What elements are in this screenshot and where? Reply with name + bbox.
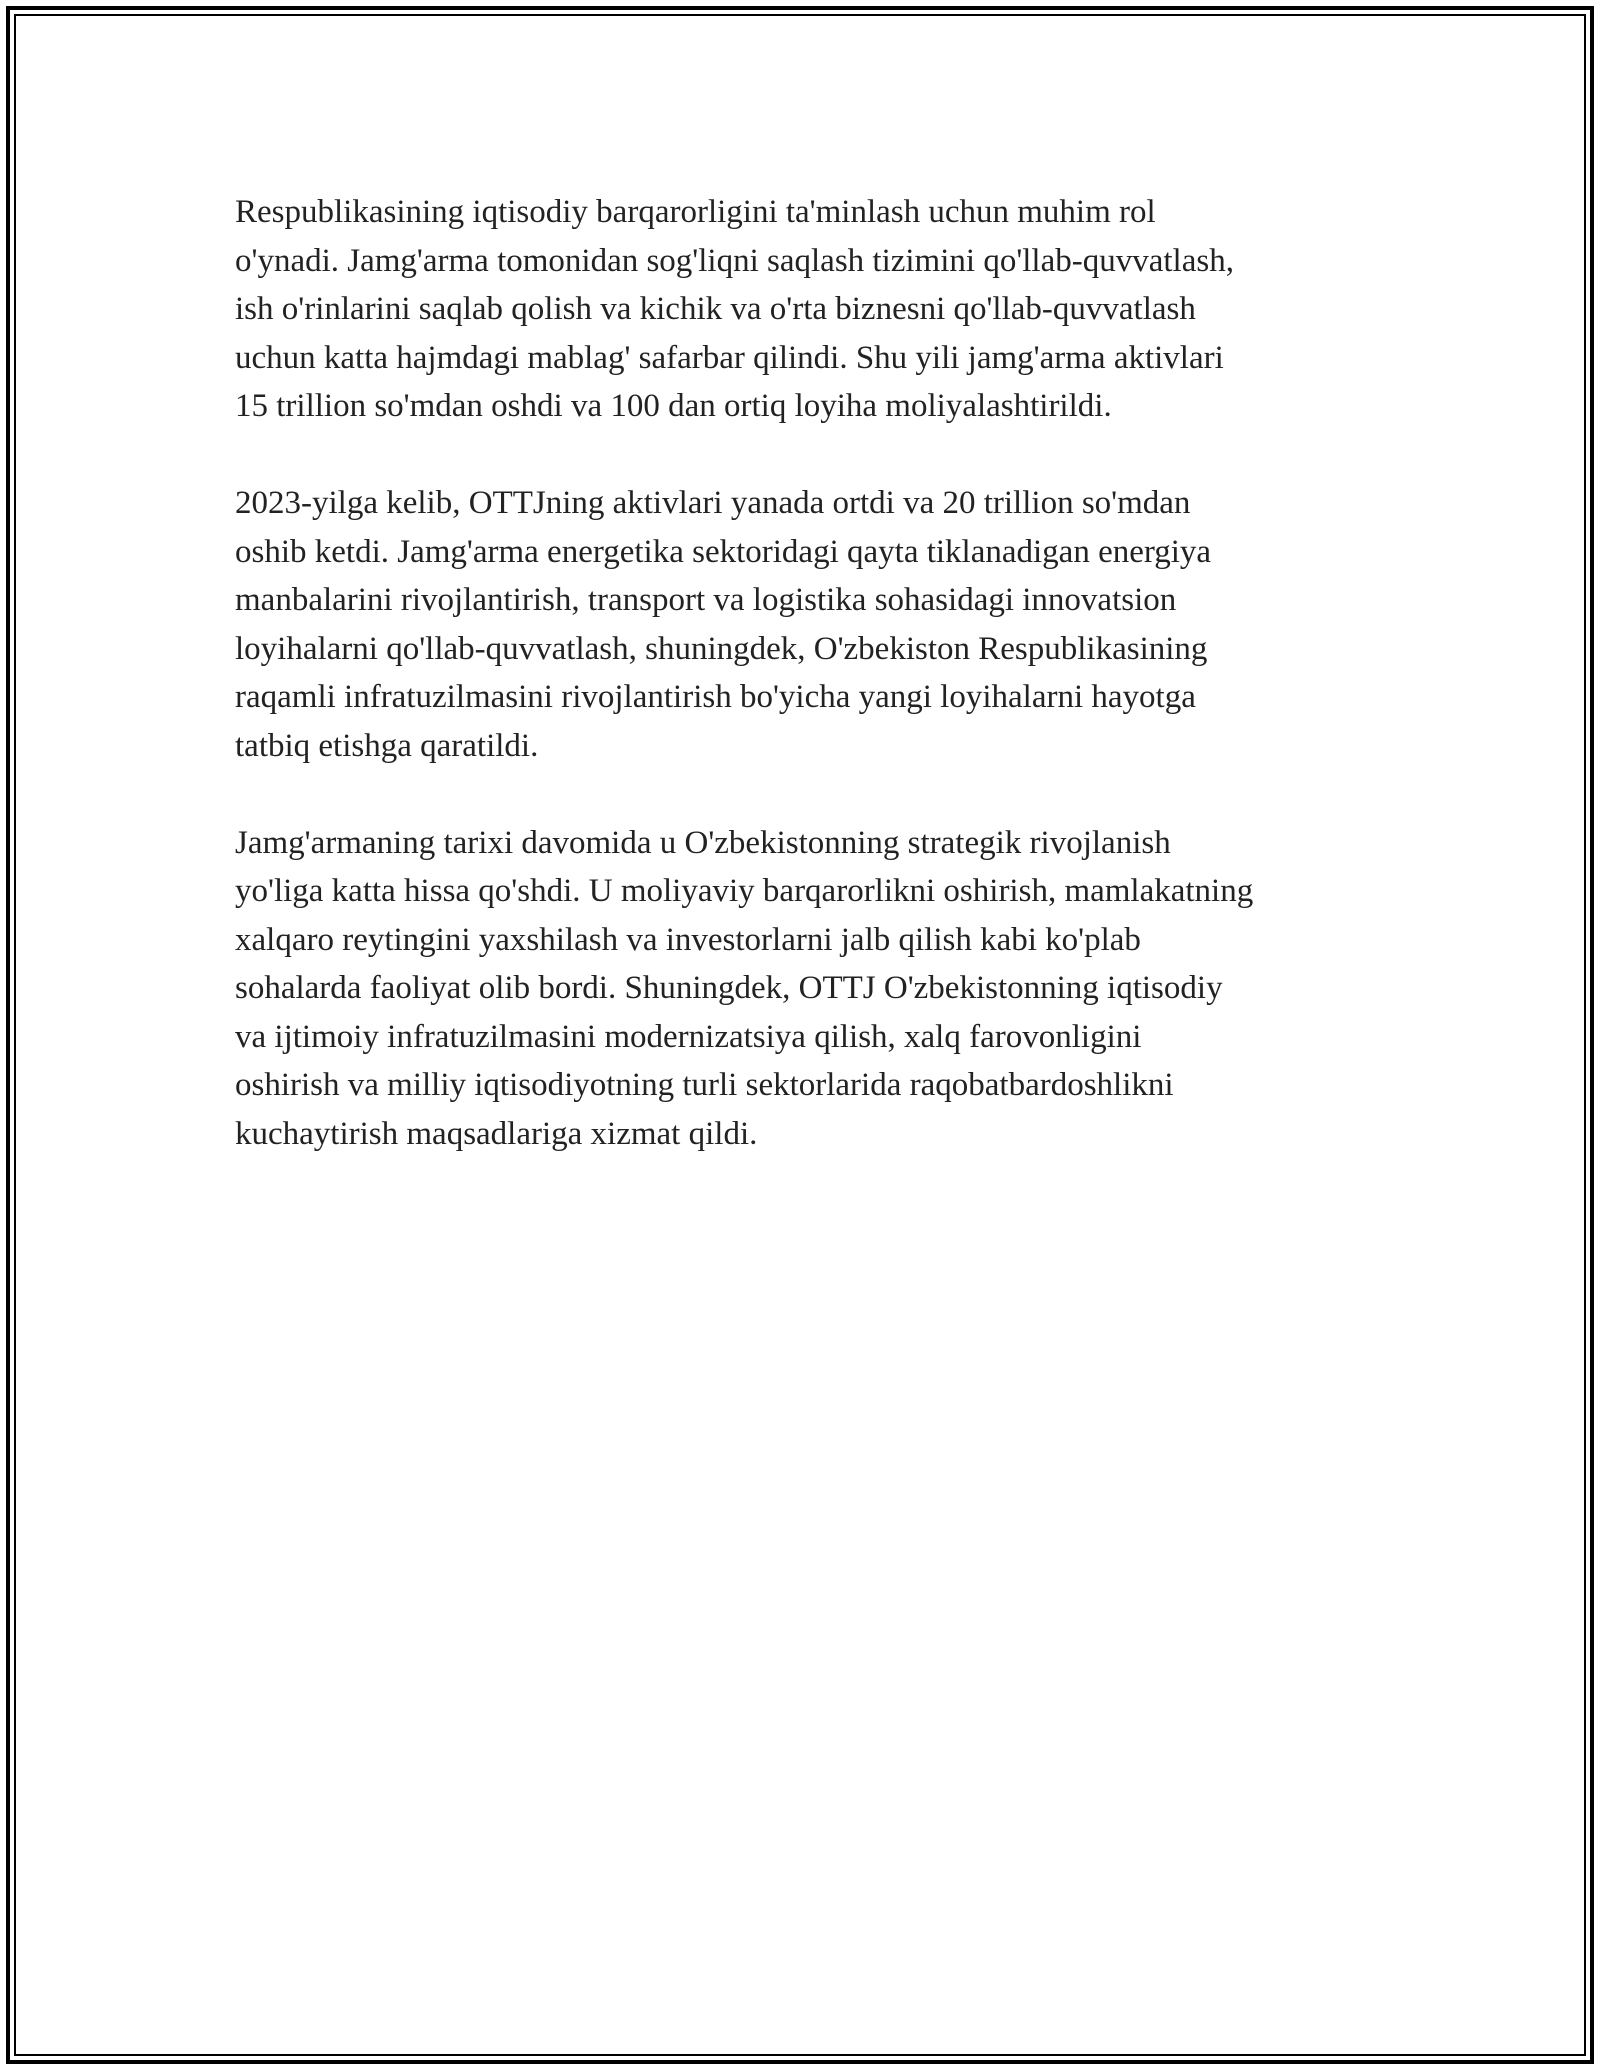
text-line: Respublikasining iqtisodiy barqarorligini ta'minlash uchun muhim rol	[235, 194, 1156, 230]
text-line: va ijtimoiy infratuzilmasini modernizatsiya qilish, xalq farovonligini	[235, 1018, 1142, 1055]
text-line: ish o'rinlarini saqlab qolish va kichik va o'rta biznesni qo'llab-quvvatlash	[235, 291, 1196, 327]
paragraph	[235, 188, 1385, 431]
text-line: o'ynadi. Jamg'arma tomonidan sog'liqni saqlash tizimini qo'llab-quvvatlash,	[235, 242, 1234, 279]
text-line: sohalarda faoliyat olib bordi. Shuningdek, OTTJ O'zbekistonning iqtisodiy	[235, 970, 1223, 1006]
text-line: raqamli infratuzilmasini rivojlantirish bo'yicha yangi loyihalarni hayotga	[235, 679, 1196, 715]
text-line: loyihalarni qo'llab-quvvatlash, shuningdek, O'zbekiston Respublikasining	[235, 630, 1208, 667]
text-line: 2023-yilga kelib, OTTJning aktivlari yanada ortdi va 20 trillion so'mdan	[235, 485, 1191, 521]
paragraph	[235, 819, 1385, 1159]
text-line: oshirish va milliy iqtisodiyotning turli sektorlarida raqobatbardoshlikni	[235, 1067, 1174, 1103]
text-line: uchun katta hajmdagi mablag' safarbar qilindi. Shu yili jamg'arma aktivlari	[235, 339, 1224, 376]
text-line: tatbiq etishga qaratildi.	[235, 727, 539, 764]
text-line: xalqaro reytingini yaxshilash va investorlarni jalb qilish kabi ko'plab	[235, 921, 1141, 958]
document-body	[235, 188, 1385, 1207]
text-line: kuchaytirish maqsadlariga xizmat qildi.	[235, 1115, 758, 1152]
text-line: manbalarini rivojlantirish, transport va logistika sohasidagi innovatsion	[235, 582, 1177, 618]
text-line: yo'liga katta hissa qo'shdi. U moliyaviy barqarorlikni oshirish, mamlakatning	[235, 873, 1254, 909]
text-line: oshib ketdi. Jamg'arma energetika sektoridagi qayta tiklanadigan energiya	[235, 533, 1212, 570]
text-line: 15 trillion so'mdan oshdi va 100 dan ortiq loyiha moliyalashtirildi.	[235, 388, 1112, 424]
text-line: Jamg'armaning tarixi davomida u O'zbekistonning strategik rivojlanish	[235, 824, 1171, 861]
paragraph	[235, 479, 1385, 770]
